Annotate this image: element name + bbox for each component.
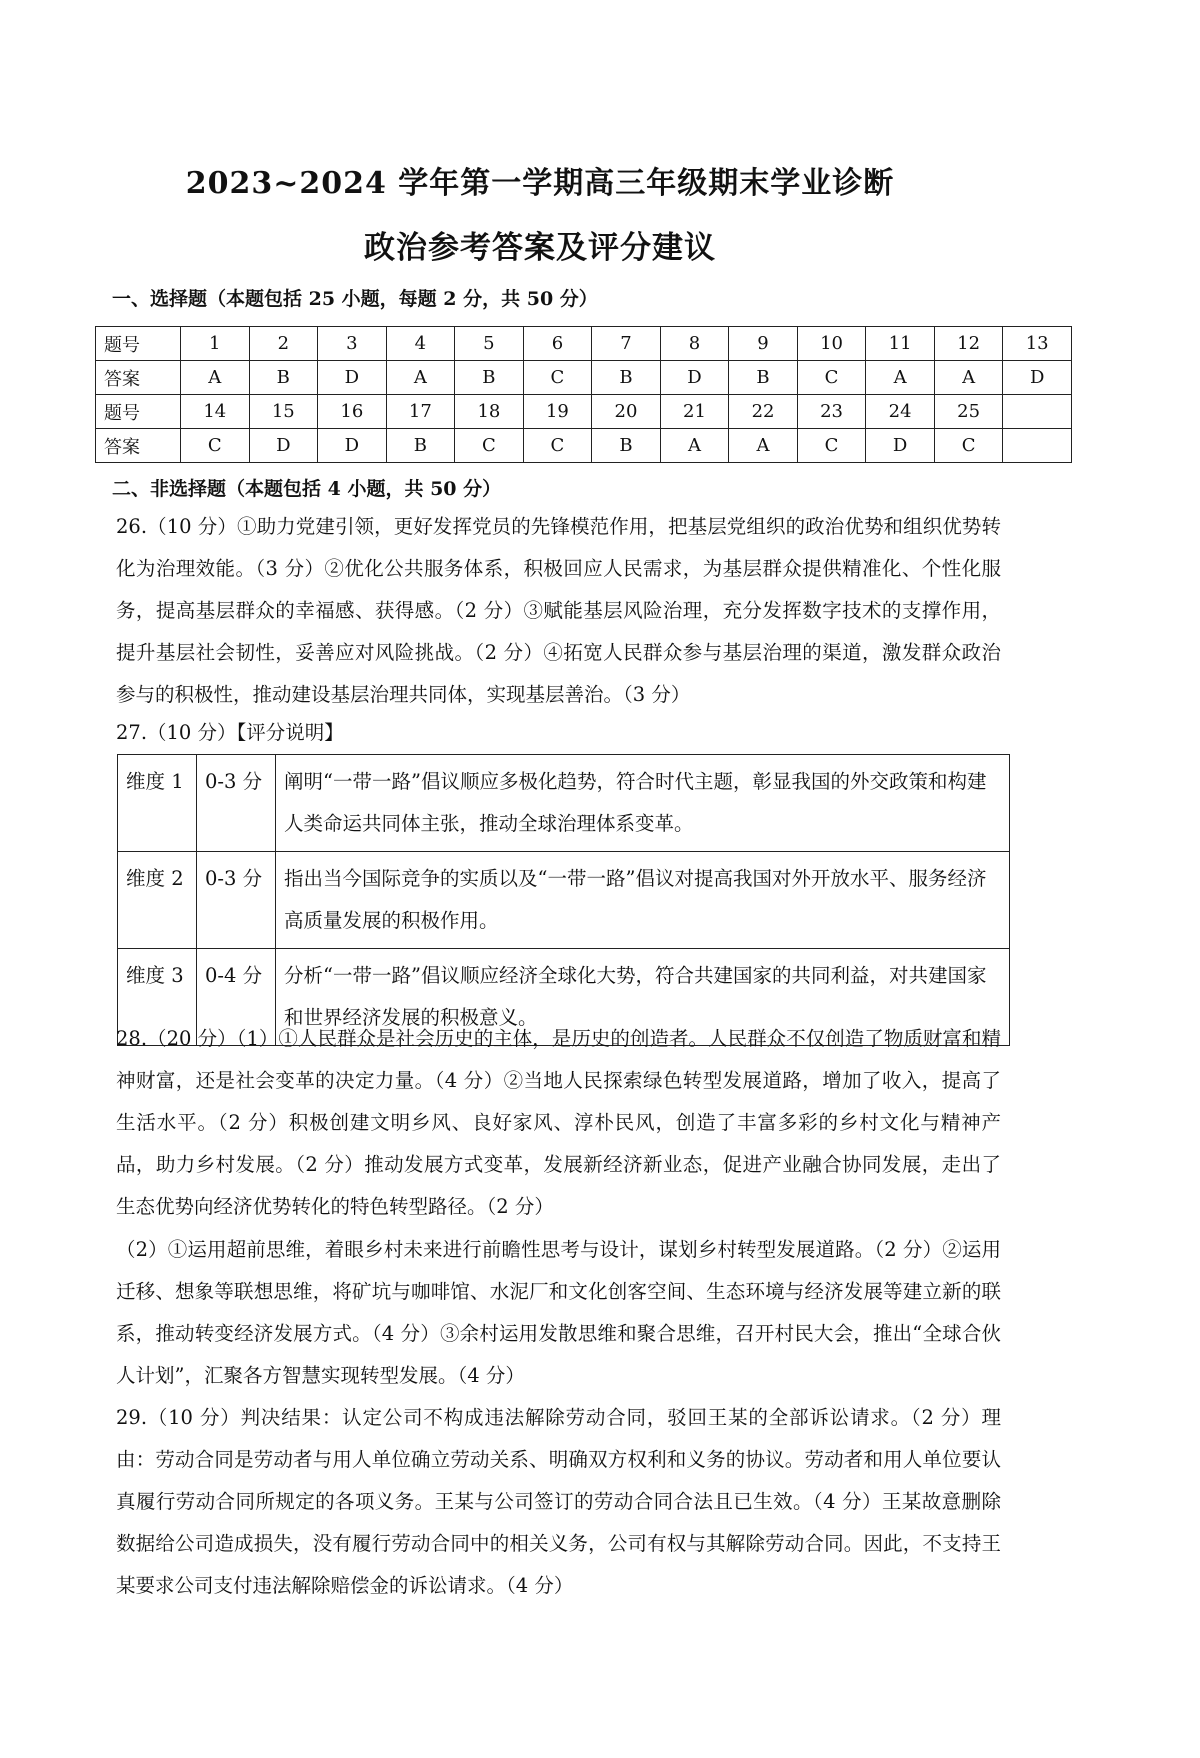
table-cell: 19 bbox=[523, 395, 592, 429]
table-cell: 14 bbox=[181, 395, 250, 429]
table-cell: D bbox=[660, 361, 729, 395]
table-cell: 8 bbox=[660, 327, 729, 361]
table-cell: C bbox=[934, 429, 1003, 463]
table-cell: C bbox=[523, 361, 592, 395]
rubric-dimension-cell: 维度 3 bbox=[118, 949, 197, 1046]
table-cell: A bbox=[729, 429, 798, 463]
table-cell: D bbox=[318, 361, 387, 395]
rubric-score-cell: 0-3 分 bbox=[197, 852, 276, 949]
rubric-description-cell: 分析“一带一路”倡议顺应经济全球化大势，符合共建国家的共同利益，对共建国家和世界经济发展的积极意义。 bbox=[276, 949, 1010, 1046]
rubric-dimension-cell: 维度 1 bbox=[118, 755, 197, 852]
document-subtitle: 政治参考答案及评分建议 bbox=[364, 230, 716, 266]
table-cell: 13 bbox=[1003, 327, 1072, 361]
table-cell bbox=[1003, 395, 1072, 429]
rubric-dimension-cell: 维度 2 bbox=[118, 852, 197, 949]
rubric-score-cell: 0-3 分 bbox=[197, 755, 276, 852]
table-cell: 7 bbox=[592, 327, 661, 361]
question-29-answer: 29.（10 分）判决结果：认定公司不构成违法解除劳动合同，驳回王某的全部诉讼请求。（2 分）理由：劳动合同是劳动者与用人单位确立劳动关系、明确双方权利和义务的协议。劳动者和用人单位要认真履行劳动合同所规定的各项义务。王某与公司签订的劳动合同合法且已生效。（4 分）王某故意删除数据给公司造成损失，没有履行劳动合同中的相关义务，公司有权与其解除劳动合同。因此，不支持王某要求公司支付违法解除赔偿金的诉讼请求。（4 分） bbox=[116, 1406, 1001, 1597]
rubric-description-cell: 指出当今国际竞争的实质以及“一带一路”倡议对提高我国对外开放水平、服务经济高质量发展的积极作用。 bbox=[276, 852, 1010, 949]
table-row bbox=[96, 429, 1072, 463]
table-cell: 12 bbox=[934, 327, 1003, 361]
table-cell: 16 bbox=[318, 395, 387, 429]
row-label-cell: 题号 bbox=[96, 395, 181, 429]
table-cell: 4 bbox=[386, 327, 455, 361]
section-essay-heading: 二、非选择题（本题包括 4 小题，共 50 分） bbox=[112, 478, 502, 500]
rubric-row bbox=[118, 755, 1010, 852]
table-cell: 25 bbox=[934, 395, 1003, 429]
table-cell: B bbox=[729, 361, 798, 395]
table-cell: 21 bbox=[660, 395, 729, 429]
table-cell: B bbox=[455, 361, 524, 395]
rubric-score-cell: 0-4 分 bbox=[197, 949, 276, 1046]
table-cell: D bbox=[866, 429, 935, 463]
table-cell: B bbox=[249, 361, 318, 395]
table-cell: 18 bbox=[455, 395, 524, 429]
rubric-description-cell: 阐明“一带一路”倡议顺应多极化趋势，符合时代主题，彰显我国的外交政策和构建人类命运共同体主张，推动全球治理体系变革。 bbox=[276, 755, 1010, 852]
row-label-cell: 题号 bbox=[96, 327, 181, 361]
table-cell: 17 bbox=[386, 395, 455, 429]
table-row bbox=[96, 327, 1072, 361]
table-cell: 5 bbox=[455, 327, 524, 361]
table-cell: D bbox=[318, 429, 387, 463]
table-cell: B bbox=[592, 429, 661, 463]
table-cell: 3 bbox=[318, 327, 387, 361]
table-cell: 24 bbox=[866, 395, 935, 429]
question-27-rubric-table bbox=[117, 754, 1010, 1046]
table-row bbox=[96, 395, 1072, 429]
table-cell: C bbox=[797, 429, 866, 463]
table-cell: C bbox=[797, 361, 866, 395]
rubric-row bbox=[118, 852, 1010, 949]
table-cell: A bbox=[866, 361, 935, 395]
table-cell: B bbox=[592, 361, 661, 395]
table-cell: A bbox=[181, 361, 250, 395]
question-27-header: 27.（10 分）【评分说明】 bbox=[116, 721, 344, 744]
table-cell: 9 bbox=[729, 327, 798, 361]
table-cell: 15 bbox=[249, 395, 318, 429]
document-title: 2023~2024 学年第一学期高三年级期末学业诊断 bbox=[185, 166, 895, 201]
row-label-cell: 答案 bbox=[96, 429, 181, 463]
question-28-part2-answer: （2）①运用超前思维，着眼乡村未来进行前瞻性思考与设计，谋划乡村转型发展道路。（2 分）②运用迁移、想象等联想思维，将矿坑与咖啡馆、水泥厂和文化创客空间、生态环境与经济发展等建立新的联系，推动转变经济发展方式。（4 分）③余村运用发散思维和聚合思维，召开村民大会，推出“全球合伙人计划”，汇聚各方智慧实现转型发展。（4 分） bbox=[116, 1238, 1001, 1387]
table-cell: 2 bbox=[249, 327, 318, 361]
table-row bbox=[96, 361, 1072, 395]
row-label-cell: 答案 bbox=[96, 361, 181, 395]
table-cell: 6 bbox=[523, 327, 592, 361]
section-multiple-choice-heading: 一、选择题（本题包括 25 小题，每题 2 分，共 50 分） bbox=[112, 288, 598, 310]
table-cell: C bbox=[181, 429, 250, 463]
table-cell: D bbox=[249, 429, 318, 463]
table-cell: C bbox=[455, 429, 524, 463]
question-26-answer: 26.（10 分）①助力党建引领，更好发挥党员的先锋模范作用，把基层党组织的政治优势和组织优势转化为治理效能。（3 分）②优化公共服务体系，积极回应人民需求，为基层群众提供精准化、个性化服务，提高基层群众的幸福感、获得感。（2 分）③赋能基层风险治理，充分发挥数字技术的支撑作用，提升基层社会韧性，妥善应对风险挑战。（2 分）④拓宽人民群众参与基层治理的渠道，激发群众政治参与的积极性，推动建设基层治理共同体，实现基层善治。（3 分） bbox=[116, 515, 1001, 706]
table-cell: 1 bbox=[181, 327, 250, 361]
question-28-part1-answer: 28.（20 分）（1）①人民群众是社会历史的主体，是历史的创造者。人民群众不仅创造了物质财富和精神财富，还是社会变革的决定力量。（4 分）②当地人民探索绿色转型发展道路，增加了收入，提高了生活水平。（2 分）积极创建文明乡风、良好家风、淳朴民风，创造了丰富多彩的乡村文化与精神产品，助力乡村发展。（2 分）推动发展方式变革，发展新经济新业态，促进产业融合协同发展，走出了生态优势向经济优势转化的特色转型路径。（2 分） bbox=[116, 1027, 1001, 1218]
table-cell: B bbox=[386, 429, 455, 463]
table-cell: A bbox=[660, 429, 729, 463]
table-cell bbox=[1003, 429, 1072, 463]
table-cell: D bbox=[1003, 361, 1072, 395]
table-cell: 23 bbox=[797, 395, 866, 429]
multiple-choice-answer-table bbox=[95, 326, 1072, 463]
table-cell: A bbox=[934, 361, 1003, 395]
table-cell: C bbox=[523, 429, 592, 463]
table-cell: A bbox=[386, 361, 455, 395]
table-cell: 10 bbox=[797, 327, 866, 361]
table-cell: 11 bbox=[866, 327, 935, 361]
table-cell: 22 bbox=[729, 395, 798, 429]
table-cell: 20 bbox=[592, 395, 661, 429]
